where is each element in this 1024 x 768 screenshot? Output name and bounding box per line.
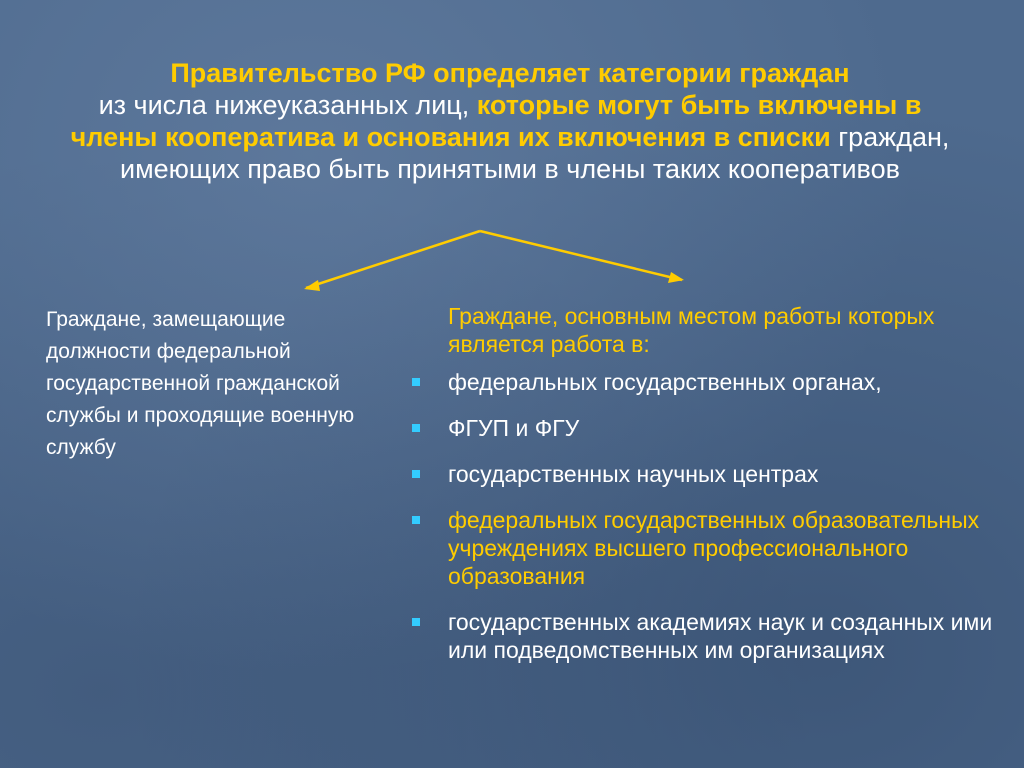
- list-item: государственных научных центрах: [448, 460, 1008, 488]
- list-item: федеральных государственных органах,: [448, 368, 1008, 396]
- list-item-highlighted: федеральных государственных образовательных учреждениях высшего профессионального образования: [448, 506, 1008, 590]
- square-bullet-icon: [412, 424, 420, 432]
- title-headline: Правительство РФ определяет категории граждан: [170, 58, 850, 88]
- arrow-right-line: [480, 231, 682, 280]
- arrow-left-line: [306, 231, 480, 288]
- square-bullet-icon: [412, 516, 420, 524]
- organization-list: [448, 368, 1008, 664]
- right-column: [448, 302, 1008, 682]
- right-column-heading: Граждане, основным местом работы которых является работа в:: [448, 303, 935, 357]
- left-column-text: Граждане, замещающие должности федеральной государственной гражданской службы и проходящие военную службу: [46, 308, 355, 459]
- title-text-white: из числа нижеуказанных лиц,: [98, 90, 477, 120]
- square-bullet-icon: [412, 618, 420, 626]
- square-bullet-icon: [412, 470, 420, 478]
- list-item: государственных академиях наук и созданных ими или подведомственных им организациях: [448, 608, 1008, 664]
- title-text-yellow: которые могут быть включены в члены кооператива и основания их включения в списки: [70, 90, 922, 152]
- square-bullet-icon: [412, 378, 420, 386]
- arrow-left-head: [304, 280, 320, 291]
- title-text-white-end: граждан, имеющих право быть принятыми в члены таких кооперативов: [120, 122, 950, 184]
- list-item: ФГУП и ФГУ: [448, 414, 1008, 442]
- arrow-right-head: [668, 272, 684, 283]
